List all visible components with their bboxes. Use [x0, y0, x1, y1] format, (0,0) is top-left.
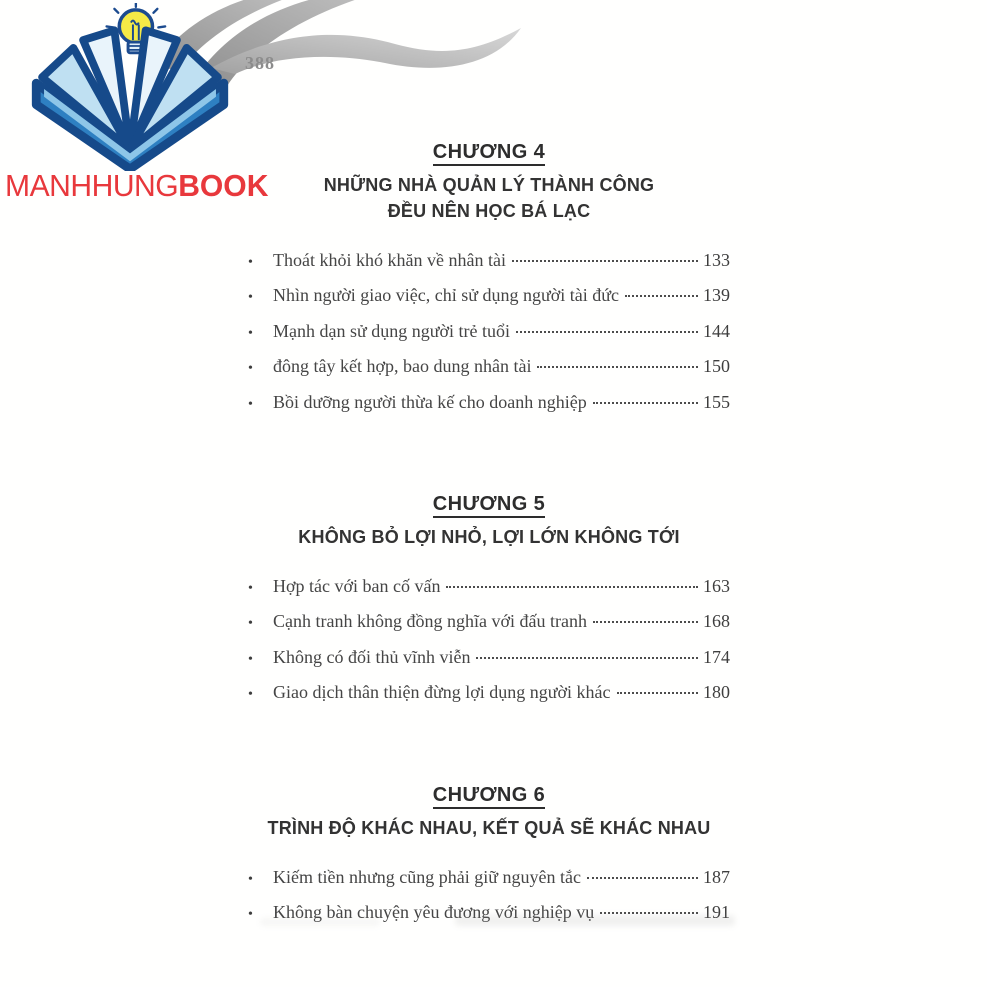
dot-leader [476, 657, 698, 659]
entry-title: Không có đối thủ vĩnh viễn [273, 646, 471, 667]
entry-page-number: 133 [703, 250, 730, 270]
entry-page-number: 163 [703, 575, 730, 596]
toc-entry [248, 250, 730, 285]
entry-title: Bồi dưỡng người thừa kế cho doanh nghiệp [273, 391, 587, 412]
page-number: 388 [245, 53, 275, 73]
entry-title: Cạnh tranh không đồng nghĩa với đấu tranh [273, 611, 587, 632]
entry-page-number: 150 [703, 356, 730, 377]
chapter-heading-text: CHƯƠNG 4 [433, 141, 545, 166]
bullet-icon: • [248, 325, 253, 341]
toc-entries [248, 250, 730, 427]
chapter-heading [248, 784, 730, 809]
bullet-icon: • [248, 580, 253, 596]
entry-title: Kiếm tiền nhưng cũng phải giữ nguyên tắc [273, 866, 581, 887]
toc [248, 0, 730, 937]
toc-entry [248, 682, 730, 717]
chapter-heading [248, 141, 730, 166]
toc-entry [248, 611, 730, 646]
brand-first: MANHHUNG [5, 168, 179, 203]
chapter-title [248, 815, 730, 841]
entry-title: Hợp tác với ban cố vấn [273, 575, 441, 596]
dot-leader [587, 877, 698, 879]
toc-entry [248, 392, 730, 427]
entry-page-number: 168 [703, 611, 730, 632]
dot-leader [617, 692, 699, 694]
bullet-icon: • [248, 906, 253, 922]
toc-entry [248, 356, 730, 391]
entry-page-number: 180 [703, 682, 730, 703]
entry-title: Không bàn chuyện yêu đương với nghiệp vụ [273, 901, 595, 922]
bullet-icon: • [248, 616, 253, 632]
chapter-heading [248, 493, 730, 518]
dot-leader [600, 912, 698, 914]
brand-second: BOOK [178, 168, 269, 203]
chapter-heading-text: CHƯƠNG 6 [433, 784, 545, 809]
chapter-heading-text: CHƯƠNG 5 [433, 493, 545, 518]
dot-leader [446, 586, 698, 588]
chapter-title-line: KHÔNG BỎ LỢI NHỎ, LỢI LỚN KHÔNG TỚI [298, 526, 680, 547]
toc-entry [248, 867, 730, 902]
bullet-icon: • [248, 255, 253, 270]
dot-leader [537, 366, 698, 368]
brand-wordmark [5, 168, 268, 204]
chapter-title-line: TRÌNH ĐỘ KHÁC NHAU, KẾT QUẢ SẼ KHÁC NHAU [267, 817, 711, 838]
dot-leader [512, 260, 698, 262]
entry-page-number: 174 [703, 646, 730, 667]
bullet-icon: • [248, 361, 253, 377]
dot-leader [516, 331, 698, 333]
entry-page-number: 155 [703, 391, 730, 412]
dot-leader [593, 621, 698, 623]
chapter-section [248, 493, 730, 718]
toc-entries [248, 576, 730, 718]
toc-entry [248, 647, 730, 682]
entry-title: đông tây kết hợp, bao dung nhân tài [273, 356, 532, 377]
toc-entries [248, 867, 730, 938]
chapter-title [248, 172, 730, 224]
entry-page-number: 139 [703, 285, 730, 306]
toc-entry [248, 321, 730, 356]
entry-page-number: 144 [703, 320, 730, 341]
bullet-icon: • [248, 871, 253, 887]
entry-title: Giao dịch thân thiện đừng lợi dụng người khác [273, 682, 611, 703]
chapter-title [248, 524, 730, 550]
entry-title: Mạnh dạn sử dụng người trẻ tuổi [273, 320, 511, 341]
dot-leader [625, 295, 698, 297]
print-bleed-smudge [260, 918, 380, 926]
chapter-section [248, 0, 730, 427]
open-book-bulb-icon [28, 3, 233, 171]
entry-page-number: 187 [703, 866, 730, 887]
toc-entry [248, 576, 730, 611]
dot-leader [593, 402, 698, 404]
entry-title: Thoát khỏi khó khăn về nhân tài [273, 250, 506, 270]
chapter-title-line: NHỮNG NHÀ QUẢN LÝ THÀNH CÔNG [323, 175, 655, 195]
bullet-icon: • [248, 687, 253, 703]
chapter-title-line: ĐỀU NÊN HỌC BÁ LẠC [387, 201, 591, 221]
bullet-icon: • [248, 651, 253, 667]
bullet-icon: • [248, 290, 253, 306]
entry-page-number: 191 [703, 901, 730, 922]
bullet-icon: • [248, 396, 253, 412]
print-bleed-smudge [455, 915, 735, 926]
toc-entry [248, 285, 730, 320]
entry-title: Nhìn người giao việc, chỉ sử dụng người tài đức [273, 285, 620, 306]
